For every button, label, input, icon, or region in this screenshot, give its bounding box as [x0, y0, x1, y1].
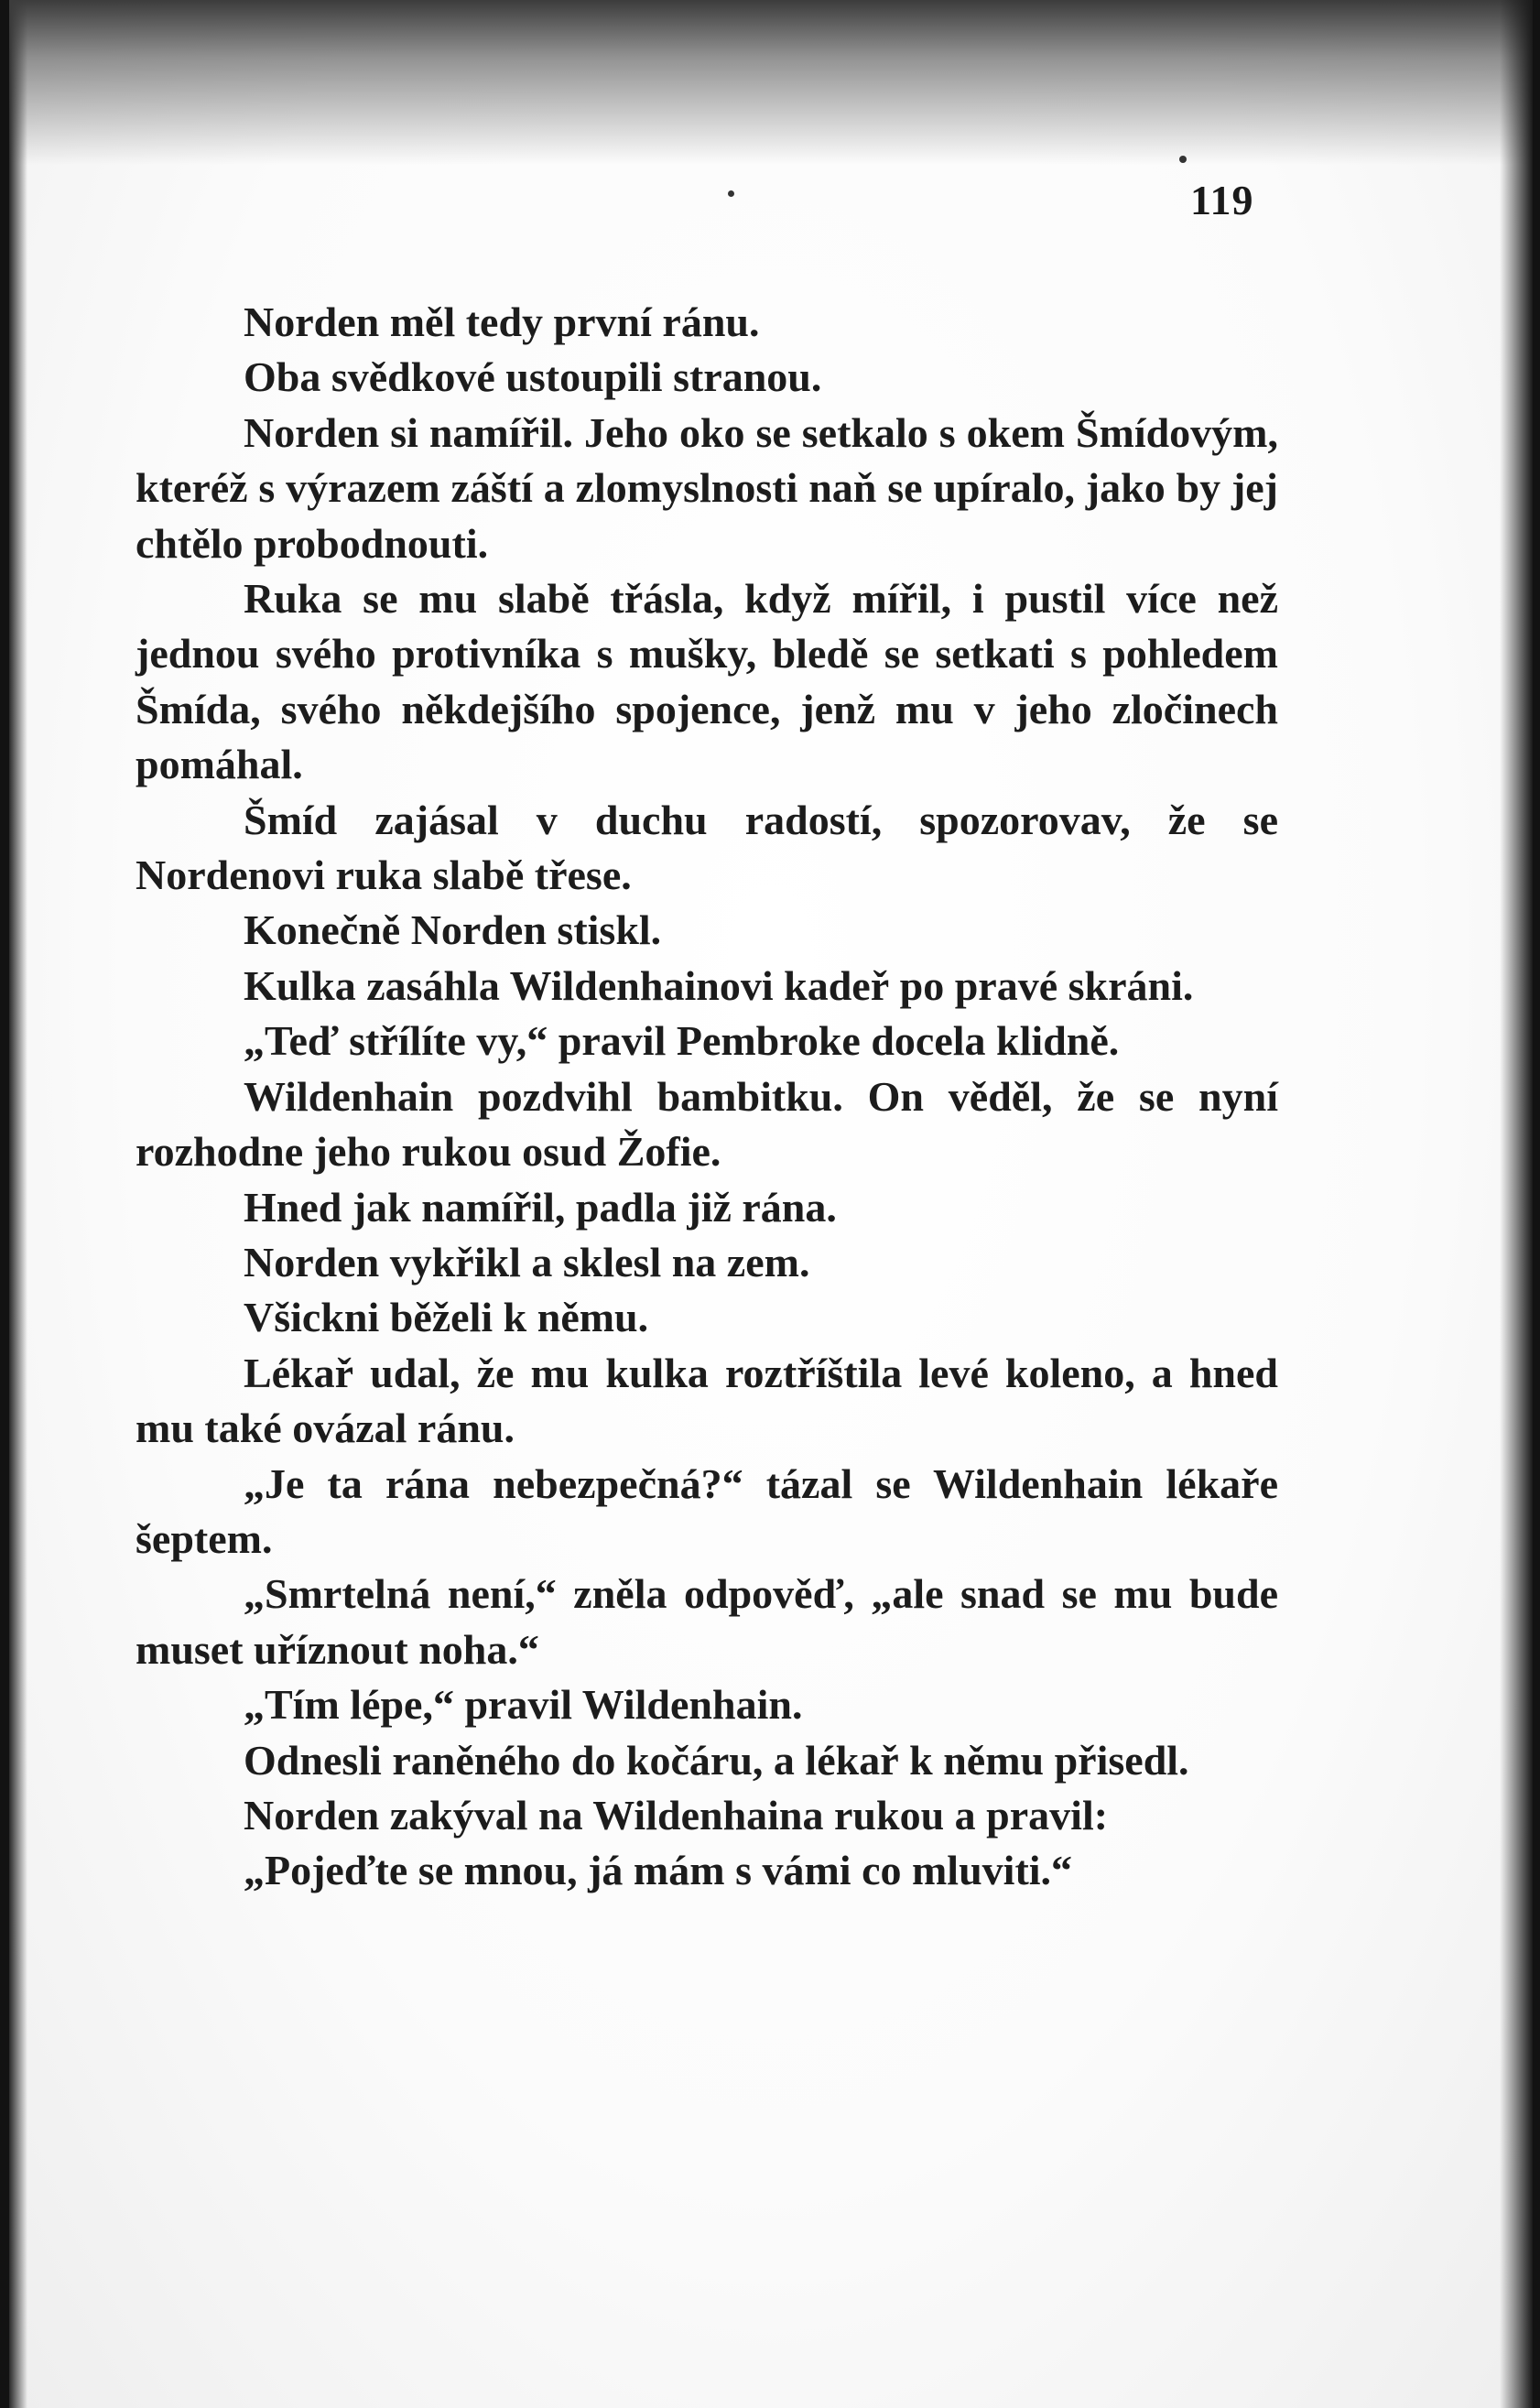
page-shadow-left	[9, 0, 27, 2408]
paragraph: Norden zakýval na Wildenhaina rukou a pravil:	[244, 1791, 1109, 1839]
paragraph: „Teď střílíte vy,“ pravil Pembroke docela klidně.	[244, 1017, 1120, 1065]
paragraph: Šmíd zajásal v duchu radostí, spozorovav, že se Nordenovi ruka slabě třese.	[136, 796, 1278, 899]
book-page	[9, 0, 1533, 2408]
paragraph: Konečně Norden stiskl.	[244, 906, 662, 954]
paragraph: „Pojeďte se mnou, já mám s vámi co mluviti.“	[244, 1847, 1073, 1894]
paragraph: Kulka zasáhla Wildenhainovi kadeř po pravé skráni.	[244, 961, 1194, 1009]
paragraph: „Tím lépe,“ pravil Wildenhain.	[244, 1681, 803, 1729]
body-text	[136, 295, 1278, 1899]
page-number: 119	[1190, 177, 1254, 223]
paragraph: Hned jak namířil, padla již rána.	[244, 1183, 837, 1231]
paragraph: Odnesli raněného do kočáru, a lékař k němu přisedl.	[244, 1736, 1189, 1784]
paragraph: Všickni běželi k němu.	[244, 1294, 649, 1341]
paragraph: Norden měl tedy první ránu.	[244, 298, 760, 345]
paragraph: „Je ta rána nebezpečná?“ tázal se Wildenhain lékaře šeptem.	[136, 1459, 1278, 1562]
paragraph: Norden si namířil. Jeho oko se setkalo s okem Šmídovým, kteréž s výrazem záští a zlomyslnosti naň se upíralo, jako by jej chtělo probodnouti.	[136, 408, 1278, 567]
page-shadow-right	[1500, 0, 1533, 2408]
ink-speck	[1179, 156, 1187, 163]
paragraph: „Smrtelná není,“ zněla odpověď, „ale snad se mu bude muset uříznout noha.“	[136, 1570, 1278, 1673]
ink-speck	[728, 190, 734, 197]
paragraph: Wildenhain pozdvihl bambitku. On věděl, že se nyní rozhodne jeho rukou osud Žofie.	[136, 1072, 1278, 1176]
paragraph: Lékař udal, že mu kulka roztříštila levé koleno, a hned mu také ovázal ránu.	[136, 1349, 1278, 1452]
paragraph: Norden vykřikl a sklesl na zem.	[244, 1238, 810, 1285]
paragraph: Ruka se mu slabě třásla, když mířil, i pustil více než jednou svého protivníka s mušky, bledě se setkati s pohledem Šmída, svého někdejšího spojence, jenž mu v jeho zločinech pomáhal.	[136, 575, 1278, 788]
paragraph: Oba svědkové ustoupili stranou.	[244, 353, 822, 401]
page-shadow-top	[9, 0, 1533, 165]
